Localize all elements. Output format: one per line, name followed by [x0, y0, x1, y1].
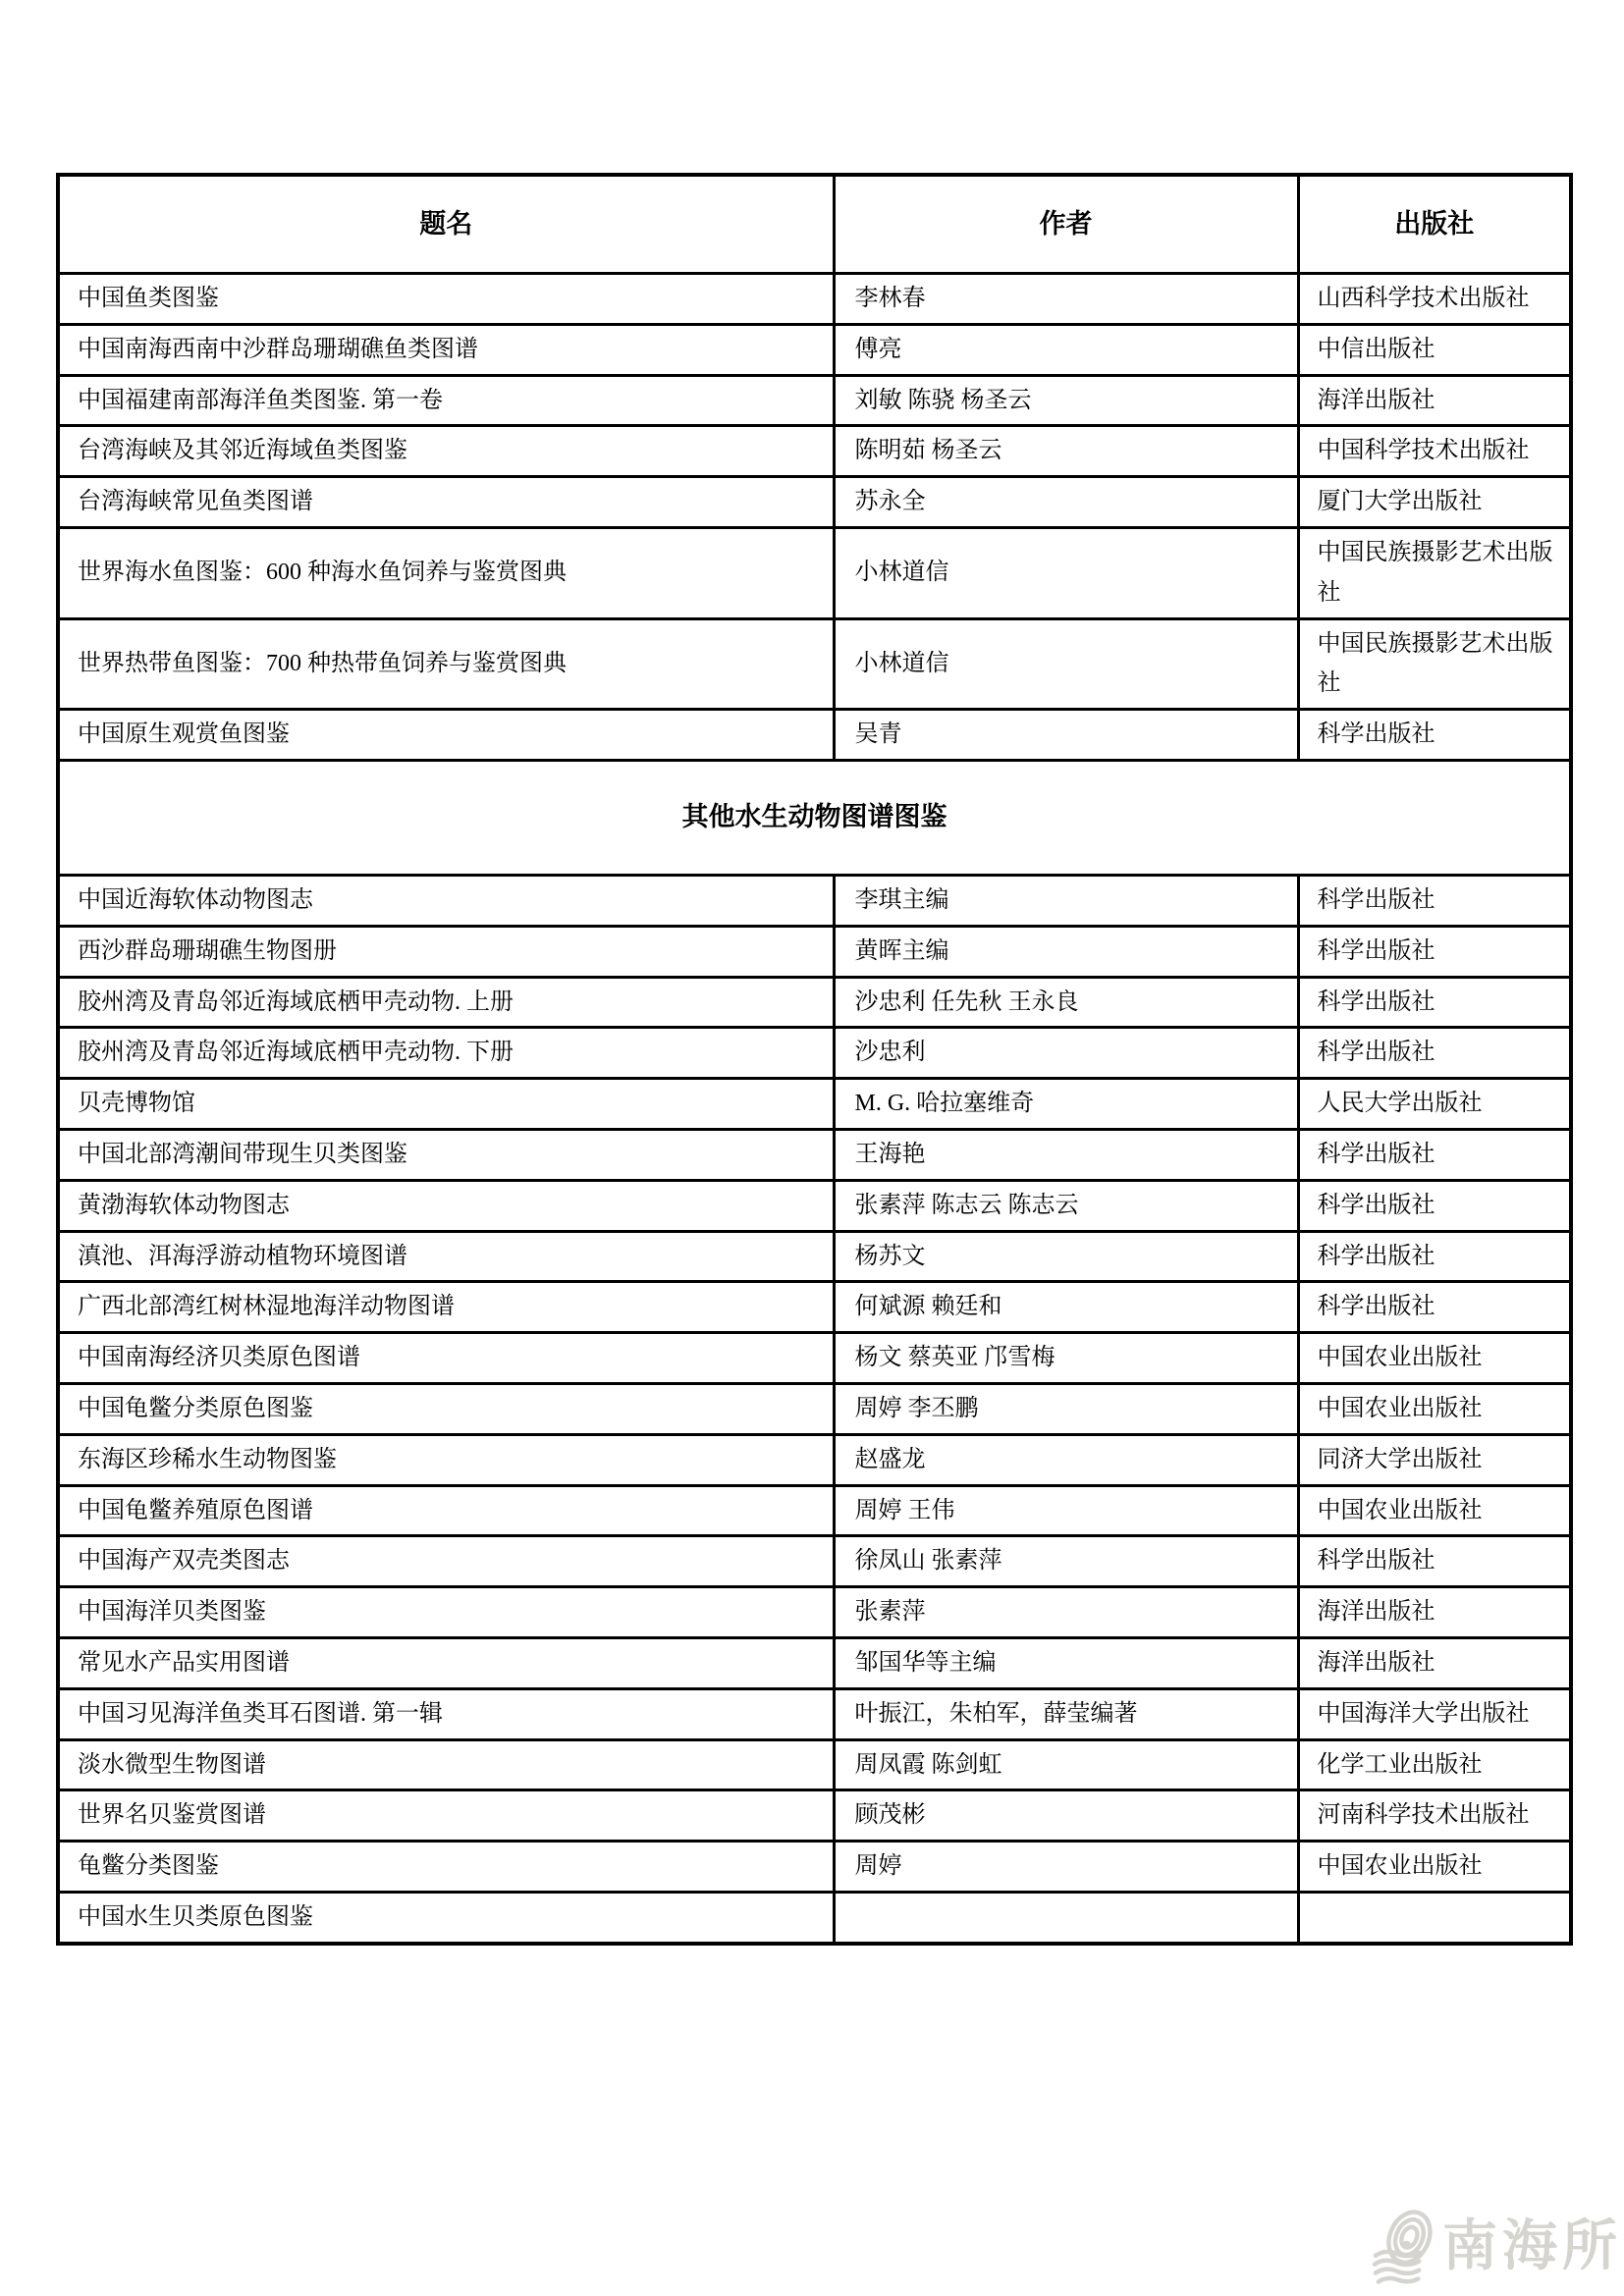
book-publisher: 中国农业出版社 — [1298, 1383, 1571, 1434]
table-row — [58, 1637, 1571, 1688]
book-publisher: 中国农业出版社 — [1298, 1333, 1571, 1384]
book-author: 周婷 — [834, 1842, 1298, 1893]
book-author: 赵盛龙 — [834, 1434, 1298, 1485]
book-publisher: 科学出版社 — [1298, 1028, 1571, 1079]
book-table-body — [58, 274, 1571, 1944]
book-title: 中国近海软体动物图志 — [58, 875, 834, 926]
book-author: 李琪主编 — [834, 875, 1298, 926]
book-title: 世界海水鱼图鉴：600 种海水鱼饲养与鉴赏图典 — [58, 527, 834, 618]
table-row — [58, 875, 1571, 926]
table-row — [58, 1333, 1571, 1384]
book-author: 王海艳 — [834, 1129, 1298, 1180]
book-publisher: 科学出版社 — [1298, 977, 1571, 1028]
book-author: 李林春 — [834, 274, 1298, 325]
book-title: 中国鱼类图鉴 — [58, 274, 834, 325]
book-title: 胶州湾及青岛邻近海域底栖甲壳动物. 下册 — [58, 1028, 834, 1079]
book-author: 杨苏文 — [834, 1231, 1298, 1282]
book-title: 台湾海峡常见鱼类图谱 — [58, 477, 834, 528]
book-title: 中国习见海洋鱼类耳石图谱. 第一辑 — [58, 1688, 834, 1739]
book-author: M. G. 哈拉塞维奇 — [834, 1079, 1298, 1130]
book-publisher: 科学出版社 — [1298, 1180, 1571, 1231]
book-title: 淡水微型生物图谱 — [58, 1739, 834, 1790]
table-row — [58, 1892, 1571, 1943]
book-title: 龟鳖分类图鉴 — [58, 1842, 834, 1893]
book-title: 西沙群岛珊瑚礁生物图册 — [58, 926, 834, 977]
table-row — [58, 375, 1571, 426]
table-row — [58, 324, 1571, 375]
table-row — [58, 1180, 1571, 1231]
book-title: 中国龟鳖养殖原色图谱 — [58, 1485, 834, 1536]
book-author: 叶振江，朱柏军，薛莹编著 — [834, 1688, 1298, 1739]
book-publisher: 化学工业出版社 — [1298, 1739, 1571, 1790]
table-row — [58, 527, 1571, 618]
table-row — [58, 1587, 1571, 1638]
table-row — [58, 1739, 1571, 1790]
table-row — [58, 1434, 1571, 1485]
book-title: 中国原生观赏鱼图鉴 — [58, 710, 834, 761]
bibliography-table — [56, 173, 1573, 1946]
book-title: 黄渤海软体动物图志 — [58, 1180, 834, 1231]
book-author: 沙忠利 — [834, 1028, 1298, 1079]
book-publisher: 河南科学技术出版社 — [1298, 1790, 1571, 1842]
table-row — [58, 1028, 1571, 1079]
book-author: 傅亮 — [834, 324, 1298, 375]
book-author: 陈明茹 杨圣云 — [834, 426, 1298, 477]
book-title: 中国龟鳖分类原色图鉴 — [58, 1383, 834, 1434]
book-author: 张素萍 陈志云 陈志云 — [834, 1180, 1298, 1231]
table-row — [58, 1790, 1571, 1842]
book-author: 何斌源 赖廷和 — [834, 1282, 1298, 1333]
book-publisher: 中国农业出版社 — [1298, 1842, 1571, 1893]
table-row — [58, 1231, 1571, 1282]
book-title: 胶州湾及青岛邻近海域底栖甲壳动物. 上册 — [58, 977, 834, 1028]
book-publisher: 科学出版社 — [1298, 926, 1571, 977]
book-title: 中国北部湾潮间带现生贝类图鉴 — [58, 1129, 834, 1180]
book-publisher: 人民大学出版社 — [1298, 1079, 1571, 1130]
book-author: 邹国华等主编 — [834, 1637, 1298, 1688]
book-author: 张素萍 — [834, 1587, 1298, 1638]
book-author: 顾茂彬 — [834, 1790, 1298, 1842]
section-header-row — [58, 760, 1571, 875]
table-row — [58, 710, 1571, 761]
book-author: 周婷 王伟 — [834, 1485, 1298, 1536]
book-title: 广西北部湾红树林湿地海洋动物图谱 — [58, 1282, 834, 1333]
book-author — [834, 1892, 1298, 1943]
book-author: 周凤霞 陈剑虹 — [834, 1739, 1298, 1790]
book-author: 苏永全 — [834, 477, 1298, 528]
book-publisher: 山西科学技术出版社 — [1298, 274, 1571, 325]
column-header-publisher: 出版社 — [1298, 175, 1571, 274]
book-publisher: 海洋出版社 — [1298, 375, 1571, 426]
book-author: 黄晖主编 — [834, 926, 1298, 977]
book-title: 贝壳博物馆 — [58, 1079, 834, 1130]
book-publisher: 中国民族摄影艺术出版社 — [1298, 527, 1571, 618]
table-row — [58, 477, 1571, 528]
book-publisher: 科学出版社 — [1298, 1282, 1571, 1333]
book-publisher: 中国海洋大学出版社 — [1298, 1688, 1571, 1739]
watermark — [1371, 2203, 1622, 2291]
book-publisher: 科学出版社 — [1298, 875, 1571, 926]
watermark-text: 南海所 — [1442, 2216, 1622, 2277]
table-header — [58, 175, 1571, 274]
book-author: 刘敏 陈骁 杨圣云 — [834, 375, 1298, 426]
book-title: 世界名贝鉴赏图谱 — [58, 1790, 834, 1842]
fish-logo-icon — [1371, 2206, 1438, 2288]
section-title: 其他水生动物图谱图鉴 — [58, 760, 1571, 875]
table-row — [58, 1485, 1571, 1536]
book-title: 东海区珍稀水生动物图鉴 — [58, 1434, 834, 1485]
table-row — [58, 1383, 1571, 1434]
book-publisher: 海洋出版社 — [1298, 1587, 1571, 1638]
table-row — [58, 274, 1571, 325]
book-author: 周婷 李丕鹏 — [834, 1383, 1298, 1434]
book-title: 世界热带鱼图鉴：700 种热带鱼饲养与鉴赏图典 — [58, 618, 834, 710]
book-author: 吴青 — [834, 710, 1298, 761]
table-row — [58, 1688, 1571, 1739]
book-title: 滇池、洱海浮游动植物环境图谱 — [58, 1231, 834, 1282]
table-row — [58, 618, 1571, 710]
book-author: 小林道信 — [834, 618, 1298, 710]
book-publisher: 中信出版社 — [1298, 324, 1571, 375]
table-header-row — [58, 175, 1571, 274]
book-publisher: 科学出版社 — [1298, 1231, 1571, 1282]
book-title: 中国南海经济贝类原色图谱 — [58, 1333, 834, 1384]
book-author: 徐凤山 张素萍 — [834, 1536, 1298, 1587]
book-title: 常见水产品实用图谱 — [58, 1637, 834, 1688]
book-publisher: 科学出版社 — [1298, 710, 1571, 761]
book-title: 中国福建南部海洋鱼类图鉴. 第一卷 — [58, 375, 834, 426]
book-publisher: 科学出版社 — [1298, 1536, 1571, 1587]
book-publisher: 中国民族摄影艺术出版社 — [1298, 618, 1571, 710]
book-publisher: 厦门大学出版社 — [1298, 477, 1571, 528]
book-title: 中国海产双壳类图志 — [58, 1536, 834, 1587]
book-publisher: 中国农业出版社 — [1298, 1485, 1571, 1536]
book-publisher: 中国科学技术出版社 — [1298, 426, 1571, 477]
book-title: 中国水生贝类原色图鉴 — [58, 1892, 834, 1943]
book-publisher: 同济大学出版社 — [1298, 1434, 1571, 1485]
table-row — [58, 977, 1571, 1028]
table-row — [58, 426, 1571, 477]
table-row — [58, 1282, 1571, 1333]
table-row — [58, 926, 1571, 977]
book-publisher: 海洋出版社 — [1298, 1637, 1571, 1688]
column-header-title: 题名 — [58, 175, 834, 274]
book-author: 小林道信 — [834, 527, 1298, 618]
book-title: 中国南海西南中沙群岛珊瑚礁鱼类图谱 — [58, 324, 834, 375]
book-author: 杨文 蔡英亚 邝雪梅 — [834, 1333, 1298, 1384]
book-title: 台湾海峡及其邻近海域鱼类图鉴 — [58, 426, 834, 477]
column-header-author: 作者 — [834, 175, 1298, 274]
book-publisher — [1298, 1892, 1571, 1943]
table-row — [58, 1129, 1571, 1180]
book-title: 中国海洋贝类图鉴 — [58, 1587, 834, 1638]
book-publisher: 科学出版社 — [1298, 1129, 1571, 1180]
table-row — [58, 1536, 1571, 1587]
book-author: 沙忠利 任先秋 王永良 — [834, 977, 1298, 1028]
table-row — [58, 1079, 1571, 1130]
table-row — [58, 1842, 1571, 1893]
